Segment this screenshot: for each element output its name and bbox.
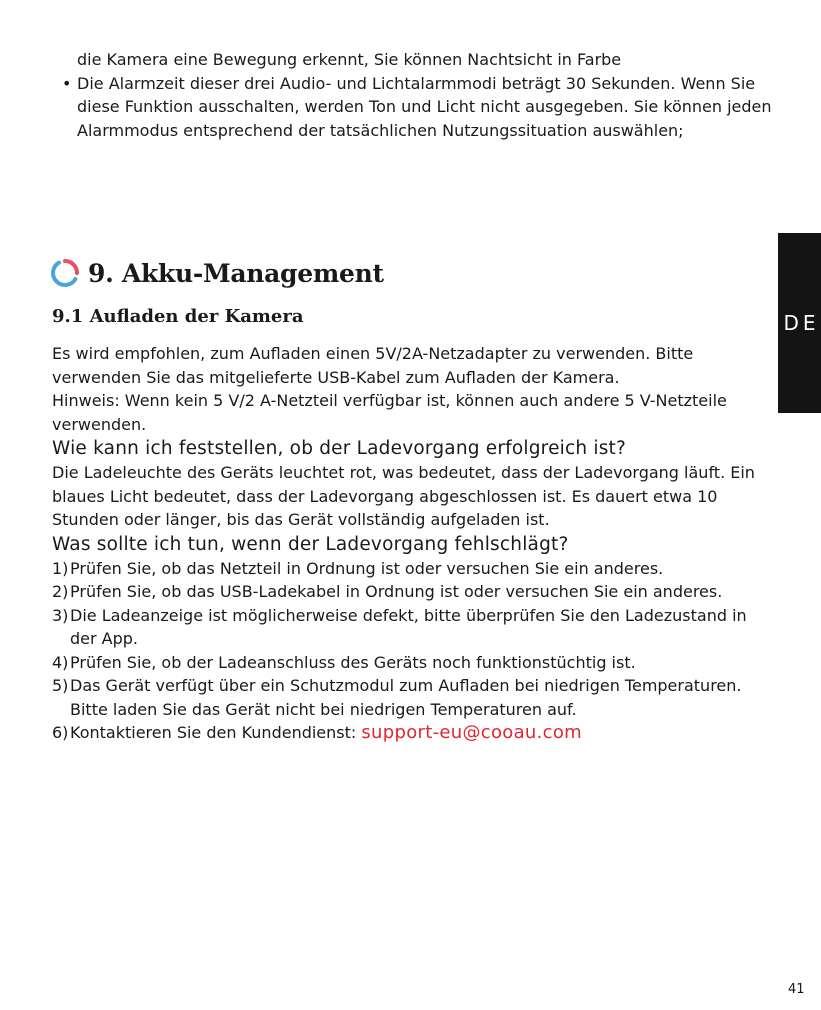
subsection-title: 9.1 Aufladen der Kamera: [52, 306, 304, 327]
recommendation-text: Es wird empfohlen, zum Aufladen einen 5V/2A-Netzadapter zu verwenden. Bitte verwenden Sie das mitgelieferte USB-Kabel zum Aufladen der Kamera.: [52, 344, 694, 387]
page-number: 41: [788, 982, 805, 997]
section-body: [52, 342, 777, 745]
list-item-number: 5): [52, 676, 69, 695]
intro-bullet: • Die Alarmzeit dieser drei Audio- und Lichtalarmmodi beträgt 30 Sekunden. Wenn Sie diese Funktion ausschalten, werden Ton und Licht nicht ausgegeben. Sie können jeden Alarmmodus entsprechend der tatsächlichen Nutzungssituation auswählen;: [52, 72, 777, 143]
support-email-link[interactable]: support-eu@cooau.com: [361, 722, 582, 743]
list-item: [52, 721, 777, 745]
note-text: Hinweis: Wenn kein 5 V/2 A-Netzteil verfügbar ist, können auch andere 5 V-Netzteile verwenden.: [52, 391, 727, 434]
list-item: [52, 604, 777, 651]
list-item-text: Kontaktieren Sie den Kundendienst:: [70, 723, 362, 742]
intro-text: [52, 48, 777, 142]
list-item-text: Prüfen Sie, ob der Ladeanschluss des Geräts noch funktionstüchtig ist.: [70, 652, 636, 672]
language-tab-label: DE: [783, 311, 820, 335]
list-item: [52, 557, 777, 581]
list-item: [52, 580, 777, 604]
list-item: [52, 651, 777, 675]
list-item-number: 2): [52, 582, 69, 601]
list-item-text: Prüfen Sie, ob das USB-Ladekabel in Ordnung ist oder versuchen Sie ein anderes.: [70, 582, 723, 601]
list-item-text: Das Gerät verfügt über ein Schutzmodul zum Aufladen bei niedrigen Temperaturen. Bitte laden Sie das Gerät nicht bei niedrigen Temperaturen auf.: [70, 676, 742, 719]
question-charging-failure: Was sollte ich tun, wenn der Ladevorgang fehlschlägt?: [52, 533, 569, 555]
list-item-text: Prüfen Sie, ob das Netzteil in Ordnung ist oder versuchen Sie ein anderes.: [70, 558, 664, 578]
list-item-number: 3): [52, 605, 69, 625]
list-item: [52, 674, 777, 721]
intro-continued-line: die Kamera eine Bewegung erkennt, Sie können Nachtsicht in Farbe: [77, 50, 622, 69]
answer-charging-success: Die Ladeleuchte des Geräts leuchtet rot, was bedeutet, dass der Ladevorgang läuft. Ein blaues Licht bedeutet, dass der Ladevorgang abgeschlossen ist. Es dauert etwa 10 Stunden oder länger, bis das Gerät vollständig aufgeladen ist.: [52, 463, 755, 529]
question-charging-success: Wie kann ich feststellen, ob der Ladevorgang erfolgreich ist?: [52, 438, 627, 459]
section-title: 9. Akku-Management: [88, 258, 384, 288]
ring-icon: [50, 258, 80, 288]
language-tab: [778, 233, 821, 413]
section-heading: [50, 258, 384, 288]
list-item-number: 1): [52, 558, 69, 578]
list-item-number: 4): [52, 652, 69, 672]
list-item-number: 6): [52, 723, 69, 742]
list-item-text: Die Ladeanzeige ist möglicherweise defekt, bitte überprüfen Sie den Ladezustand in der App.: [70, 605, 747, 648]
